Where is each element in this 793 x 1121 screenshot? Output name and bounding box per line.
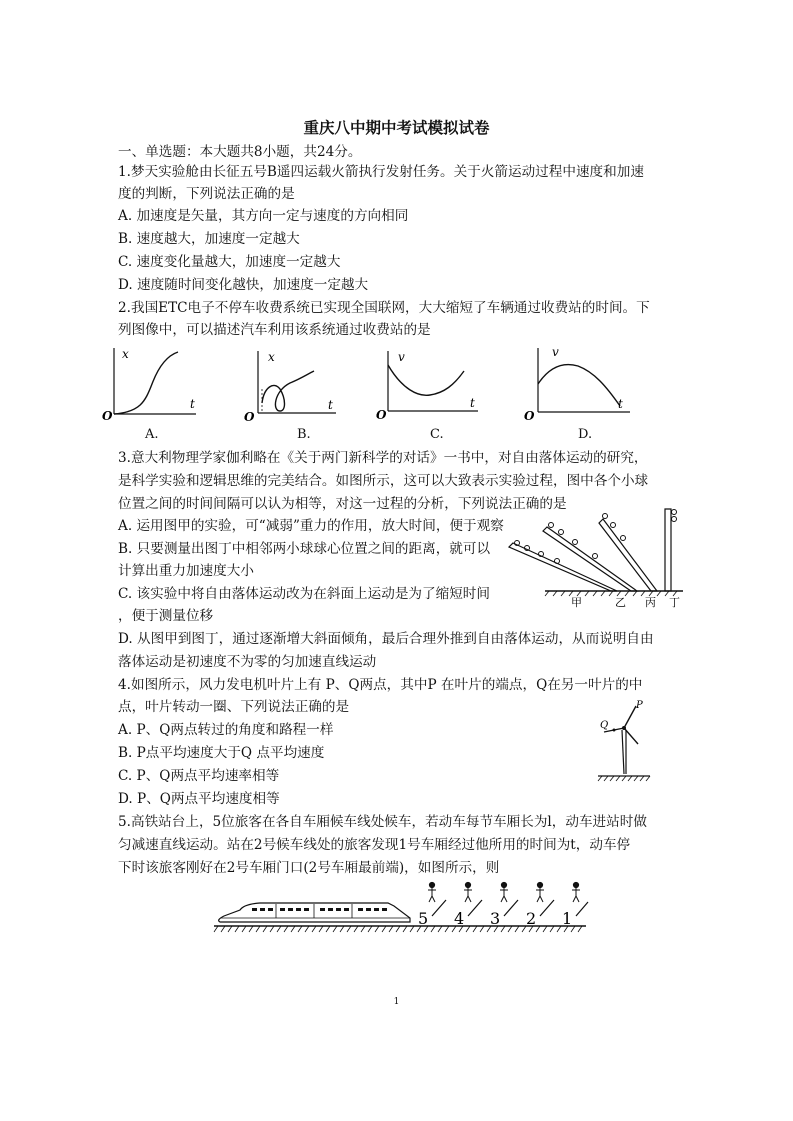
track-hatch: [284, 926, 288, 932]
track-hatch: [536, 926, 540, 932]
track-hatch: [368, 926, 372, 932]
track-hatch: [242, 926, 246, 932]
point-q-label: Q: [600, 720, 609, 731]
graph-d-origin: O: [524, 409, 535, 423]
track-hatch: [221, 926, 225, 932]
q3-option-a: A. 运用图甲的实验，可“减弱”重力的作用，放大时间，便于观察: [118, 518, 504, 534]
label-jia: 甲: [571, 596, 582, 609]
track-hatch: [270, 926, 274, 932]
track-hatch: [543, 926, 547, 932]
track-hatch: [347, 926, 351, 932]
track-hatch: [361, 926, 365, 932]
q1-option-d: D. 速度随时间变化越快，加速度一定越大: [118, 277, 369, 293]
track-hatch: [277, 926, 281, 932]
track-hatch: [403, 926, 407, 932]
q3-stem-line-1: 3.意大利物理学家伽利略在《关于两门新科学的对话》一书中，对自由落体运动的研究，: [118, 450, 648, 466]
track-hatch: [228, 926, 232, 932]
track-hatch: [375, 926, 379, 932]
label-bing: 丙: [645, 596, 656, 609]
q3-option-c-line-1: C. 该实验中将自由落体运动改为在斜面上运动是为了缩短时间: [118, 586, 490, 602]
label-yi: 乙: [615, 596, 626, 609]
graph-d-yaxis-label: v: [552, 345, 559, 359]
section-header: 一、单选题：本大题共8小题，共24分。: [118, 144, 362, 160]
graph-b-origin: O: [244, 410, 255, 424]
q4-option-d: D. P、Q两点平均速度相等: [118, 791, 280, 807]
graph-c-label: C.: [430, 427, 444, 442]
q2-stem-line-1: 2.我国ETC电子不停车收费系统已实现全国联网，大大缩短了车辆通过收费站的时间。下: [118, 300, 650, 316]
track-hatch: [501, 926, 505, 932]
track-hatch: [466, 926, 470, 932]
track-hatch: [445, 926, 449, 932]
q3-option-b-line-1: B. 只要测量出图丁中相邻两小球球心位置之间的距离，就可以: [118, 541, 491, 557]
q1-stem-line-1: 1.梦天实验舱由长征五号B遥四运载火箭执行发射任务。关于火箭运动过程中速度和加速: [118, 164, 644, 180]
track-hatch: [312, 926, 316, 932]
q3-option-c-line-2: ，便于测量位移: [118, 608, 214, 624]
track-hatch: [410, 926, 414, 932]
graph-d: [520, 340, 635, 425]
q3-option-b-line-2: 计算出重力加速度大小: [118, 563, 254, 579]
q3-option-d-line-1: D. 从图甲到图丁，通过逐渐增大斜面倾角，最后合理外推到自由落体运动，从而说明自由: [118, 631, 654, 647]
graph-c-xaxis-label: t: [470, 396, 475, 410]
graph-a-origin: O: [102, 409, 113, 422]
track-hatch: [235, 926, 239, 932]
track-hatch: [326, 926, 330, 932]
q1-option-a: A. 加速度是矢量，其方向一定与速度的方向相同: [118, 208, 409, 224]
track-hatch: [256, 926, 260, 932]
graph-a: [100, 342, 200, 422]
track-hatch: [473, 926, 477, 932]
platform-number-4: 4: [454, 909, 465, 928]
wind-turbine-figure: [590, 700, 660, 785]
q2-stem-line-2: 列图像中，可以描述汽车利用该系统通过收费站的是: [118, 322, 431, 338]
graph-a-xaxis-label: t: [190, 397, 195, 411]
q1-option-b: B. 速度越大，加速度一定越大: [118, 231, 300, 247]
q5-stem-line-2: 匀减速直线运动。站在2号候车线处的旅客发现1号车厢经过他所用的时间为t，动车停: [118, 837, 631, 853]
platform-number-2: 2: [526, 909, 537, 928]
q1-stem-line-2: 度的判断，下列说法正确的是: [118, 186, 295, 202]
track-hatch: [340, 926, 344, 932]
label-ding: 丁: [669, 596, 680, 609]
page-number: 1: [393, 997, 400, 1007]
point-p-label: P: [636, 700, 643, 711]
graph-a-label: A.: [145, 427, 159, 442]
q4-stem-line-1: 4.如图所示，风力发电机叶片上有 P、Q两点，其中P 在叶片的端点，Q在另一叶片的中: [118, 677, 643, 693]
q5-stem-line-1: 5.高铁站台上，5位旅客在各自车厢候车线处候车，若动车每节车厢长为l，动车进站时做: [118, 814, 647, 830]
graph-b-yaxis-label: x: [268, 350, 275, 364]
graph-d-xaxis-label: t: [618, 397, 623, 411]
graph-d-label: D.: [578, 427, 593, 442]
platform-number-3: 3: [490, 909, 501, 928]
track-hatch: [354, 926, 358, 932]
q3-stem-line-3: 位置之间的时间间隔可以认为相等，对这一过程的分析，下列说法正确的是: [118, 496, 567, 512]
track-hatch: [578, 926, 582, 932]
graph-b-label: B.: [297, 427, 311, 442]
q5-stem-line-3: 下时该旅客刚好在2号车厢门口(2号车厢最前端)，如图所示，则: [118, 860, 500, 876]
track-hatch: [333, 926, 337, 932]
track-hatch: [431, 926, 435, 932]
track-hatch: [291, 926, 295, 932]
train-platform-figure: [210, 876, 590, 938]
graph-c: [374, 345, 484, 425]
page-title: 重庆八中期中考试模拟试卷: [303, 119, 490, 137]
track-hatch: [550, 926, 554, 932]
platform-number-5: 5: [418, 909, 429, 928]
track-hatch: [557, 926, 561, 932]
graph-a-yaxis-label: x: [122, 347, 129, 361]
track-hatch: [480, 926, 484, 932]
track-hatch: [515, 926, 519, 932]
track-hatch: [438, 926, 442, 932]
q1-option-c: C. 速度变化量越大，加速度一定越大: [118, 254, 341, 270]
track-hatch: [214, 926, 218, 932]
graph-c-yaxis-label: v: [398, 350, 405, 364]
track-hatch: [263, 926, 267, 932]
graph-b-xaxis-label: t: [328, 398, 333, 412]
q4-option-b: B. P点平均速度大于Q 点平均速度: [118, 745, 325, 761]
track-hatch: [249, 926, 253, 932]
track-hatch: [508, 926, 512, 932]
graph-c-origin: O: [376, 408, 387, 422]
q4-stem-line-2: 点，叶片转动一圈、下列说法正确的是: [118, 699, 350, 715]
track-hatch: [305, 926, 309, 932]
track-hatch: [319, 926, 323, 932]
track-hatch: [382, 926, 386, 932]
track-hatch: [298, 926, 302, 932]
galileo-incline-figure: [505, 505, 685, 610]
track-hatch: [396, 926, 400, 932]
q3-option-d-line-2: 落体运动是初速度不为零的匀加速直线运动: [118, 654, 377, 670]
q4-option-c: C. P、Q两点平均速率相等: [118, 768, 280, 784]
graph-b: [240, 345, 340, 425]
platform-number-1: 1: [562, 909, 573, 928]
track-hatch: [389, 926, 393, 932]
q3-stem-line-2: 是科学实验和逻辑思维的完美结合。如图所示，这可以大致表示实验过程，图中各个小球: [118, 473, 649, 489]
q4-option-a: A. P、Q两点转过的角度和路程一样: [118, 722, 334, 738]
